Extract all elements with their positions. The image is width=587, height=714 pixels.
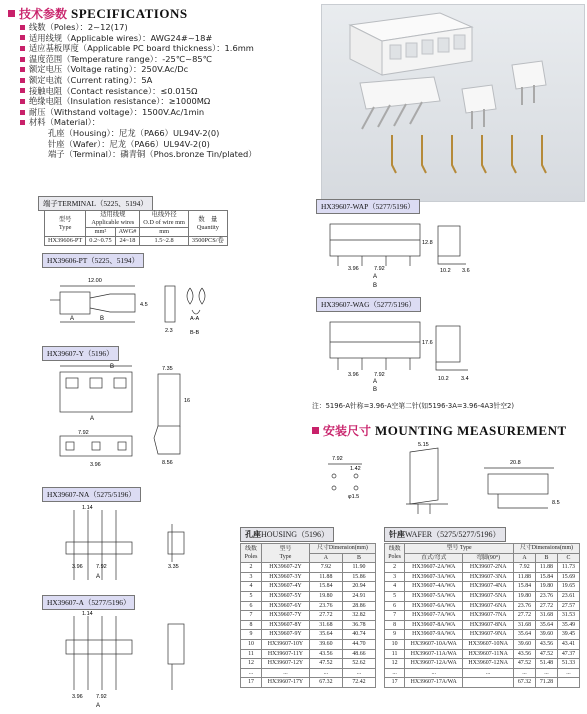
dim-y-b: B: [110, 364, 115, 370]
table-row: [241, 668, 376, 678]
table-cell: HX39607-5A/WA: [405, 591, 463, 601]
table-cell: 52.62: [342, 659, 375, 669]
drawing-wap: [318, 214, 483, 292]
spec-value: -25℃~85℃: [162, 53, 212, 64]
table-cell: 23.61: [557, 591, 579, 601]
table-cell: HX39607-2Y: [262, 563, 310, 573]
table-cell: 47.52: [514, 659, 536, 669]
table-cell: 24.91: [342, 591, 375, 601]
table-cell: 39.60: [514, 639, 536, 649]
table-cell: HX39607-2NA: [463, 563, 514, 573]
table-cell: 31.53: [557, 611, 579, 621]
table-cell: HX39607-3A/WA: [405, 572, 463, 582]
table-cell: 19.80: [309, 591, 342, 601]
table-row: [385, 582, 580, 592]
col-od: 电线外径 O.D of wire mm: [140, 211, 189, 228]
table-row: [385, 591, 580, 601]
table-cell: 27.72: [535, 601, 557, 611]
col-qty: 数 量 Quantity: [188, 211, 227, 237]
table-cell: HX39607-8A/WA: [405, 620, 463, 630]
table-cell: HX39607-8Y: [262, 620, 310, 630]
table-cell: HX39607-12Y: [262, 659, 310, 669]
table-cell: 47.52: [535, 649, 557, 659]
dim-wap-396: 3.96: [348, 266, 359, 272]
table-cell: 3: [385, 572, 405, 582]
table-cell: HX39607-3Y: [262, 572, 310, 582]
table-cell: 28.86: [342, 601, 375, 611]
product-photo-illustration: [322, 5, 584, 201]
dim-wap-a: A: [373, 274, 378, 280]
bullet-icon: [20, 35, 25, 40]
table-row: [241, 678, 376, 688]
table-cell: HX39607-3NA: [463, 572, 514, 582]
table-cell: 10: [241, 639, 262, 649]
dim-pt-length: 12.00: [88, 278, 102, 284]
dim-m-85: 8.5: [552, 500, 560, 506]
table-cell: 36.78: [342, 620, 375, 630]
table-cell: HX39607-4A/WA: [405, 582, 463, 592]
dim-wag-102: 10.2: [438, 376, 449, 382]
bullet-icon: [20, 25, 25, 30]
table-cell: 43.56: [514, 649, 536, 659]
spec-label: 材料（Material）：: [29, 117, 101, 128]
dim-m-142: 1.42: [350, 466, 361, 472]
table-cell: 20.94: [342, 582, 375, 592]
spec-value: AWG24#~18#: [150, 32, 213, 43]
spec-voltage: [20, 64, 320, 75]
table-cell: ...: [342, 668, 375, 678]
table-cell: 35.64: [514, 630, 536, 640]
table-cell: HX39607-17A/WA: [405, 678, 463, 688]
table-row: [241, 572, 376, 582]
table-cell: 15.84: [535, 572, 557, 582]
table-cell: ...: [241, 668, 262, 678]
dim-pt-aa: A-A: [190, 316, 200, 322]
table-cell: 51.48: [535, 659, 557, 669]
table-cell: 72.42: [342, 678, 375, 688]
material-housing: 孔座（Housing）：尼龙（PA66）UL94V-2(0): [48, 127, 220, 138]
col-c: C: [557, 553, 579, 563]
table-cell: 44.70: [342, 639, 375, 649]
table-cell: 19.80: [514, 591, 536, 601]
spec-value: ≥1000MΩ: [168, 96, 211, 107]
dim-pt-a: A: [70, 316, 75, 322]
col-a: A: [309, 553, 342, 563]
spec-temp: [20, 54, 320, 65]
bullet-icon: [20, 99, 25, 104]
label-wap: HX39607-WAP（5277/5196）: [316, 199, 420, 214]
table-cell: [557, 678, 579, 688]
table-cell: 12: [241, 659, 262, 669]
dim-a-a: A: [96, 703, 101, 709]
table-cell: HX39607-10Y: [262, 639, 310, 649]
col-dim: 尺寸Dimension(mm): [309, 544, 375, 554]
table-cell: HX39607-6Y: [262, 601, 310, 611]
table-row: [241, 630, 376, 640]
header-square-icon: [312, 427, 319, 434]
mounting-header-en: MOUNTING MEASUREMENT: [375, 422, 567, 438]
mounting-header: [312, 422, 567, 439]
table-cell: 6: [385, 601, 405, 611]
table-cell: HX39607-7NA: [463, 611, 514, 621]
table-row: [385, 668, 580, 678]
spec-label: 绝缘电阻（Insulation resistance）：: [29, 96, 169, 107]
specs-header-cn: 技术参数: [19, 7, 68, 21]
table-cell: 23.76: [535, 591, 557, 601]
bullet-icon: [20, 88, 25, 93]
bullet-icon: [20, 46, 25, 51]
spec-label: 温度范围（Temperature range）：: [29, 53, 163, 64]
table-cell: 2: [241, 563, 262, 573]
spec-list: [20, 22, 320, 160]
spec-contact: [20, 86, 320, 97]
spec-label: 适应基板厚度（Applicable PC board thickness）：: [29, 43, 225, 54]
table-cell: 43.41: [557, 639, 579, 649]
table-cell: 31.68: [535, 611, 557, 621]
dim-wap-792: 7.92: [374, 266, 385, 272]
table-cell: HX39607-9A/WA: [405, 630, 463, 640]
table-row: [241, 601, 376, 611]
dim-wag-176: 17.6: [422, 340, 433, 346]
table-cell: 12: [385, 659, 405, 669]
dim-a-396: 3.96: [72, 694, 83, 700]
table-cell: HX39607-2A/WA: [405, 563, 463, 573]
table-cell: 71.28: [535, 678, 557, 688]
drawing-wafer-na: [56, 502, 196, 592]
table-cell: ...: [557, 668, 579, 678]
table-cell: 6: [241, 601, 262, 611]
table-cell: HX39607-8NA: [463, 620, 514, 630]
dim-na-792: 7.92: [96, 564, 107, 570]
table-cell: 4: [241, 582, 262, 592]
table-cell: 19.80: [535, 582, 557, 592]
dim-y-16: 16: [184, 398, 191, 404]
spec-label: 额定电压（Voltage rating）：: [29, 64, 142, 75]
table-cell: 11.90: [342, 563, 375, 573]
wafer-table-title: 针座WAFER（5275/5277/5196）: [384, 527, 506, 542]
table-row: HX39606-PT 0.2~0.75 24~18 1.5~2.8 3500PCS/卷: [45, 237, 228, 246]
bullet-icon: [20, 78, 25, 83]
bullet-icon: [20, 67, 25, 72]
spec-board: [20, 43, 320, 54]
col-dim: 尺寸Dimensions(mm): [514, 544, 580, 554]
table-cell: HX39607-6NA: [463, 601, 514, 611]
table-cell: 9: [241, 630, 262, 640]
drawing-wag: [318, 312, 483, 392]
dim-wag-a: A: [373, 379, 378, 385]
table-row: [241, 649, 376, 659]
table-cell: 11.88: [535, 563, 557, 573]
table-cell: HX39607-12A/WA: [405, 659, 463, 669]
spec-value: 250V.Ac/Dc: [141, 64, 189, 75]
terminal-table-title: 端子TERMINAL（5225、5194）: [38, 196, 153, 211]
table-cell: 35.64: [309, 630, 342, 640]
col-type: 型号 Type: [262, 544, 310, 563]
table-cell: 17: [241, 678, 262, 688]
col-poles: 线数 Poles: [385, 544, 405, 563]
dim-wag-b: B: [373, 387, 378, 392]
dim-y-a: A: [90, 416, 95, 422]
col-wire: 适用线规 Applicable wires: [86, 211, 140, 228]
table-cell: 43.56: [309, 649, 342, 659]
label-na: HX39607-NA（5275/5196）: [42, 487, 141, 502]
table-row: [241, 582, 376, 592]
table-cell: 15.84: [309, 582, 342, 592]
table-cell: HX39607-9Y: [262, 630, 310, 640]
table-row: [385, 639, 580, 649]
table-row: [385, 611, 580, 621]
table-row: [385, 572, 580, 582]
table-cell: 7.92: [514, 563, 536, 573]
table-row: [385, 563, 580, 573]
spec-label: 耐压（Withstand voltage）：: [29, 106, 142, 117]
dim-wap-102: 10.2: [440, 268, 451, 274]
table-cell: [463, 678, 514, 688]
table-cell: 15.69: [557, 572, 579, 582]
table-cell: 7: [385, 611, 405, 621]
dim-pt-b: B: [100, 316, 105, 322]
table-row: [385, 601, 580, 611]
col-poles: 线数 Poles: [241, 544, 262, 563]
table-row: [385, 620, 580, 630]
spec-withstand: [20, 107, 320, 118]
table-row: [385, 678, 580, 688]
dim-wap-b: B: [373, 283, 378, 289]
table-cell: 9: [385, 630, 405, 640]
spec-value: 5A: [141, 74, 153, 85]
dim-pt-h: 4.5: [140, 302, 148, 308]
table-cell: HX39607-11NA: [463, 649, 514, 659]
mounting-header-cn: 安装尺寸: [323, 424, 372, 438]
dim-na-335: 3.35: [168, 564, 179, 570]
table-cell: 11: [385, 649, 405, 659]
table-cell: 51.33: [557, 659, 579, 669]
table-cell: 31.68: [514, 620, 536, 630]
table-cell: HX39607-7A/WA: [405, 611, 463, 621]
terminal-table: [44, 210, 228, 246]
dim-na-396: 3.96: [72, 564, 83, 570]
label-y: HX39607-Y（5196）: [42, 346, 119, 361]
spec-label: 适用线规（Applicable wires）：: [29, 32, 151, 43]
table-row: [241, 611, 376, 621]
table-cell: 15.84: [514, 582, 536, 592]
table-cell: 3: [241, 572, 262, 582]
col-od-mm: mm: [140, 228, 189, 237]
table-row: [241, 591, 376, 601]
spec-poles: [20, 22, 320, 33]
header-square-icon: [8, 10, 15, 17]
table-cell: 31.68: [309, 620, 342, 630]
dim-a-792: 7.92: [96, 694, 107, 700]
table-row: [241, 620, 376, 630]
table-cell: 39.45: [557, 630, 579, 640]
table-cell: 5: [241, 591, 262, 601]
table-cell: ...: [262, 668, 310, 678]
spec-label: 接触电阻（Contact resistance）：: [29, 85, 161, 96]
spec-material: [20, 117, 320, 128]
drawing-terminal: [40, 272, 220, 340]
dim-y-856: 8.56: [162, 460, 173, 466]
dim-m-515: 5.15: [418, 442, 429, 448]
table-cell: HX39607-9NA: [463, 630, 514, 640]
dim-m-hole: φ1.5: [348, 494, 360, 500]
table-cell: 48.66: [342, 649, 375, 659]
dim-wag-396: 3.96: [348, 372, 359, 378]
spec-value: 1500V.Ac/1min: [142, 106, 205, 117]
table-cell: HX39607-11Y: [262, 649, 310, 659]
col-type: 型号 Type: [45, 211, 86, 237]
specs-header-en: SPECIFICATIONS: [71, 5, 188, 21]
table-cell: 27.72: [309, 611, 342, 621]
table-cell: 43.56: [535, 639, 557, 649]
bullet-icon: [20, 120, 25, 125]
table-cell: 27.72: [514, 611, 536, 621]
material-wafer: 针座（Wafer）：尼龙（PA66）UL94V-2(0): [48, 138, 210, 149]
spec-current: [20, 75, 320, 86]
table-row: [241, 563, 376, 573]
drawing-mounting: [318, 440, 580, 522]
label-a: HX39607-A（5277/5196）: [42, 595, 135, 610]
table-cell: 8: [241, 620, 262, 630]
drawing-housing: [50, 362, 200, 470]
dim-pt-w: 2.3: [165, 328, 173, 334]
table-cell: ...: [405, 668, 463, 678]
drawing-wafer-a: [56, 610, 196, 710]
table-row: [385, 649, 580, 659]
table-cell: HX39607-10NA: [463, 639, 514, 649]
table-cell: 67.32: [514, 678, 536, 688]
table-cell: 11.88: [309, 572, 342, 582]
spec-value: 2~12(17): [87, 22, 128, 32]
table-cell: HX39607-5NA: [463, 591, 514, 601]
table-cell: 40.74: [342, 630, 375, 640]
dim-y-792: 7.92: [78, 430, 89, 436]
table-cell: 19.65: [557, 582, 579, 592]
product-photo: [321, 4, 585, 202]
dim-wag-792: 7.92: [374, 372, 385, 378]
dim-wag-34: 3.4: [461, 376, 469, 382]
table-cell: HX39607-17Y: [262, 678, 310, 688]
table-cell: 4: [385, 582, 405, 592]
wafer-table: [384, 543, 580, 688]
spec-wires: [20, 33, 320, 44]
table-cell: 47.37: [557, 649, 579, 659]
table-cell: 11: [241, 649, 262, 659]
material-terminal: 端子（Terminal）：磷青铜（Phos.bronze Tin/plated）: [48, 149, 257, 160]
wafer-note: 注：5196-A针称=3.96-A空第二针(如5196-3A=3.96-4A3针空2): [312, 402, 515, 410]
table-cell: HX39607-6A/WA: [405, 601, 463, 611]
table-cell: 47.52: [309, 659, 342, 669]
table-cell: ...: [514, 668, 536, 678]
col-b: B: [535, 553, 557, 563]
table-cell: HX39607-11A/WA: [405, 649, 463, 659]
table-cell: HX39607-4Y: [262, 582, 310, 592]
table-cell: 7.92: [309, 563, 342, 573]
dim-pt-bb: B-B: [190, 330, 200, 336]
dim-y-396: 3.96: [90, 462, 101, 468]
table-cell: 7: [241, 611, 262, 621]
dim-a-114: 1.14: [82, 611, 93, 617]
table-cell: ...: [385, 668, 405, 678]
spec-value: ≤0.015Ω: [160, 85, 198, 96]
table-cell: 15.86: [342, 572, 375, 582]
table-cell: HX39607-12NA: [463, 659, 514, 669]
table-cell: 17: [385, 678, 405, 688]
col-straight: 直式/弯式: [405, 553, 463, 563]
spec-value: 1.6mm: [224, 43, 254, 54]
spec-insulation: [20, 96, 320, 107]
dim-m-792: 7.92: [332, 456, 343, 462]
table-cell: 35.64: [535, 620, 557, 630]
dim-na-114: 1.14: [82, 505, 93, 511]
dim-na-a: A: [96, 574, 101, 580]
table-row: [385, 659, 580, 669]
dim-wap-36: 3.6: [462, 268, 470, 274]
table-cell: 23.76: [514, 601, 536, 611]
table-cell: 10: [385, 639, 405, 649]
bullet-icon: [20, 57, 25, 62]
label-pt: HX39606-PT（5225、5194）: [42, 253, 144, 268]
table-cell: ...: [535, 668, 557, 678]
table-cell: 11.88: [514, 572, 536, 582]
table-cell: 8: [385, 620, 405, 630]
bullet-icon: [20, 110, 25, 115]
table-cell: 35.49: [557, 620, 579, 630]
housing-table: [240, 543, 376, 688]
table-row: [241, 639, 376, 649]
table-cell: 39.60: [535, 630, 557, 640]
dim-y-735: 7.35: [162, 366, 173, 372]
col-mm2: mm²: [86, 228, 115, 237]
table-row: [241, 659, 376, 669]
specs-header: [8, 5, 188, 22]
col-awg: AWG#: [115, 228, 140, 237]
col-b: B: [342, 553, 375, 563]
table-cell: HX39607-7Y: [262, 611, 310, 621]
table-cell: 39.60: [309, 639, 342, 649]
table-cell: HX39607-5Y: [262, 591, 310, 601]
label-wag: HX39607-WAG（5277/5196）: [316, 297, 421, 312]
col-type: 型号 Type: [405, 544, 514, 554]
table-cell: ...: [463, 668, 514, 678]
table-cell: HX39607-10A/WA: [405, 639, 463, 649]
table-cell: 2: [385, 563, 405, 573]
housing-table-title: 孔座HOUSING（5196）: [240, 527, 334, 542]
table-cell: 32.82: [342, 611, 375, 621]
col-a: A: [514, 553, 536, 563]
spec-label: 线数（Poles）：: [29, 22, 88, 32]
table-cell: 27.57: [557, 601, 579, 611]
table-row: [385, 630, 580, 640]
table-cell: HX39607-4NA: [463, 582, 514, 592]
spec-label: 额定电流（Current rating）：: [29, 74, 142, 85]
table-cell: ...: [309, 668, 342, 678]
table-cell: 23.76: [309, 601, 342, 611]
dim-m-208: 20.8: [510, 460, 521, 466]
table-cell: 5: [385, 591, 405, 601]
dim-wap-128: 12.8: [422, 240, 433, 246]
table-cell: 11.73: [557, 563, 579, 573]
table-cell: 67.32: [309, 678, 342, 688]
col-angle: 弯脚(90°): [463, 553, 514, 563]
